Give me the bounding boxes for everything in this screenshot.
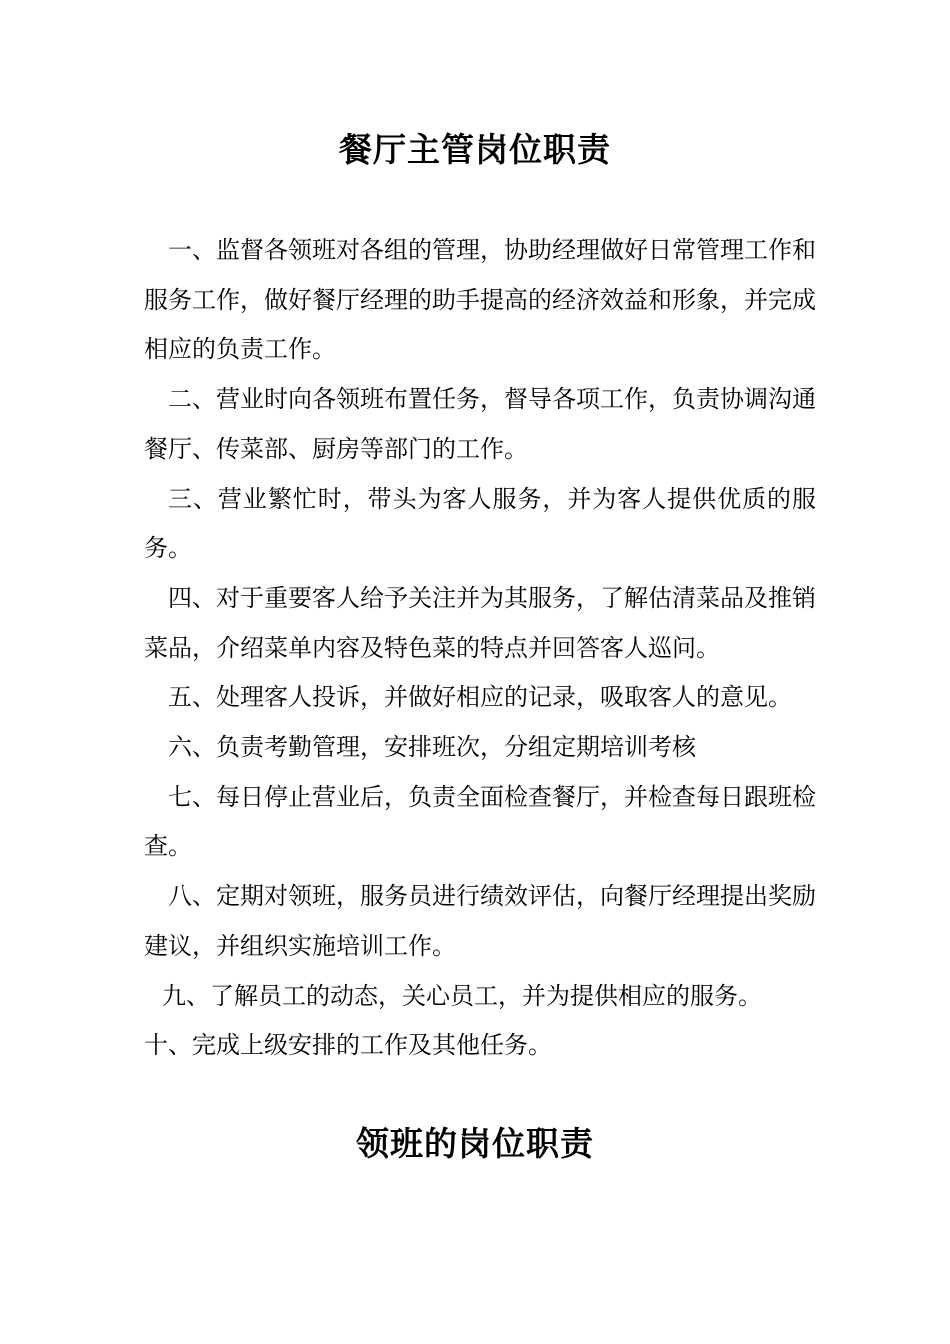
section-title: 领班的岗位职责 [356,1124,594,1163]
duty-item-2: 二、营业时向各领班布置任务，督导各项工作，负责协调沟通餐厅、传菜部、厨房等部门的工作。 [144,385,816,463]
duty-item-7: 七、每日停止营业后，负责全面检查餐厅，并检查每日跟班检查。 [144,782,816,861]
duty-list [144,226,816,1071]
duty-item-8: 八、定期对领班，服务员进行绩效评估，向餐厅经理提出奖励建议，并组织实施培训工作。 [144,882,816,960]
duty-item-3: 三、营业繁忙时，带头为客人服务，并为客人提供优质的服务。 [144,484,816,563]
duty-item-6: 六、负责考勤管理，安排班次，分组定期培训考核 [168,733,696,762]
duty-item-5: 五、处理客人投诉，并做好相应的记录，吸取客人的意见。 [168,683,792,712]
duty-item-4: 四、对于重要客人给予关注并为其服务，了解估清菜品及推销菜品，介绍菜单内容及特色菜的特点并回答客人巡问。 [144,583,816,662]
duty-item-9: 九、了解员工的动态，关心员工，并为提供相应的服务。 [162,981,762,1010]
duty-item-10: 十、完成上级安排的工作及其他任务。 [144,1031,552,1060]
document-title: 餐厅主管岗位职责 [339,130,611,169]
duty-item-1: 一、监督各领班对各组的管理，协助经理做好日常管理工作和服务工作，做好餐厅经理的助手提高的经济效益和形象，并完成相应的负责工作。 [144,236,816,364]
